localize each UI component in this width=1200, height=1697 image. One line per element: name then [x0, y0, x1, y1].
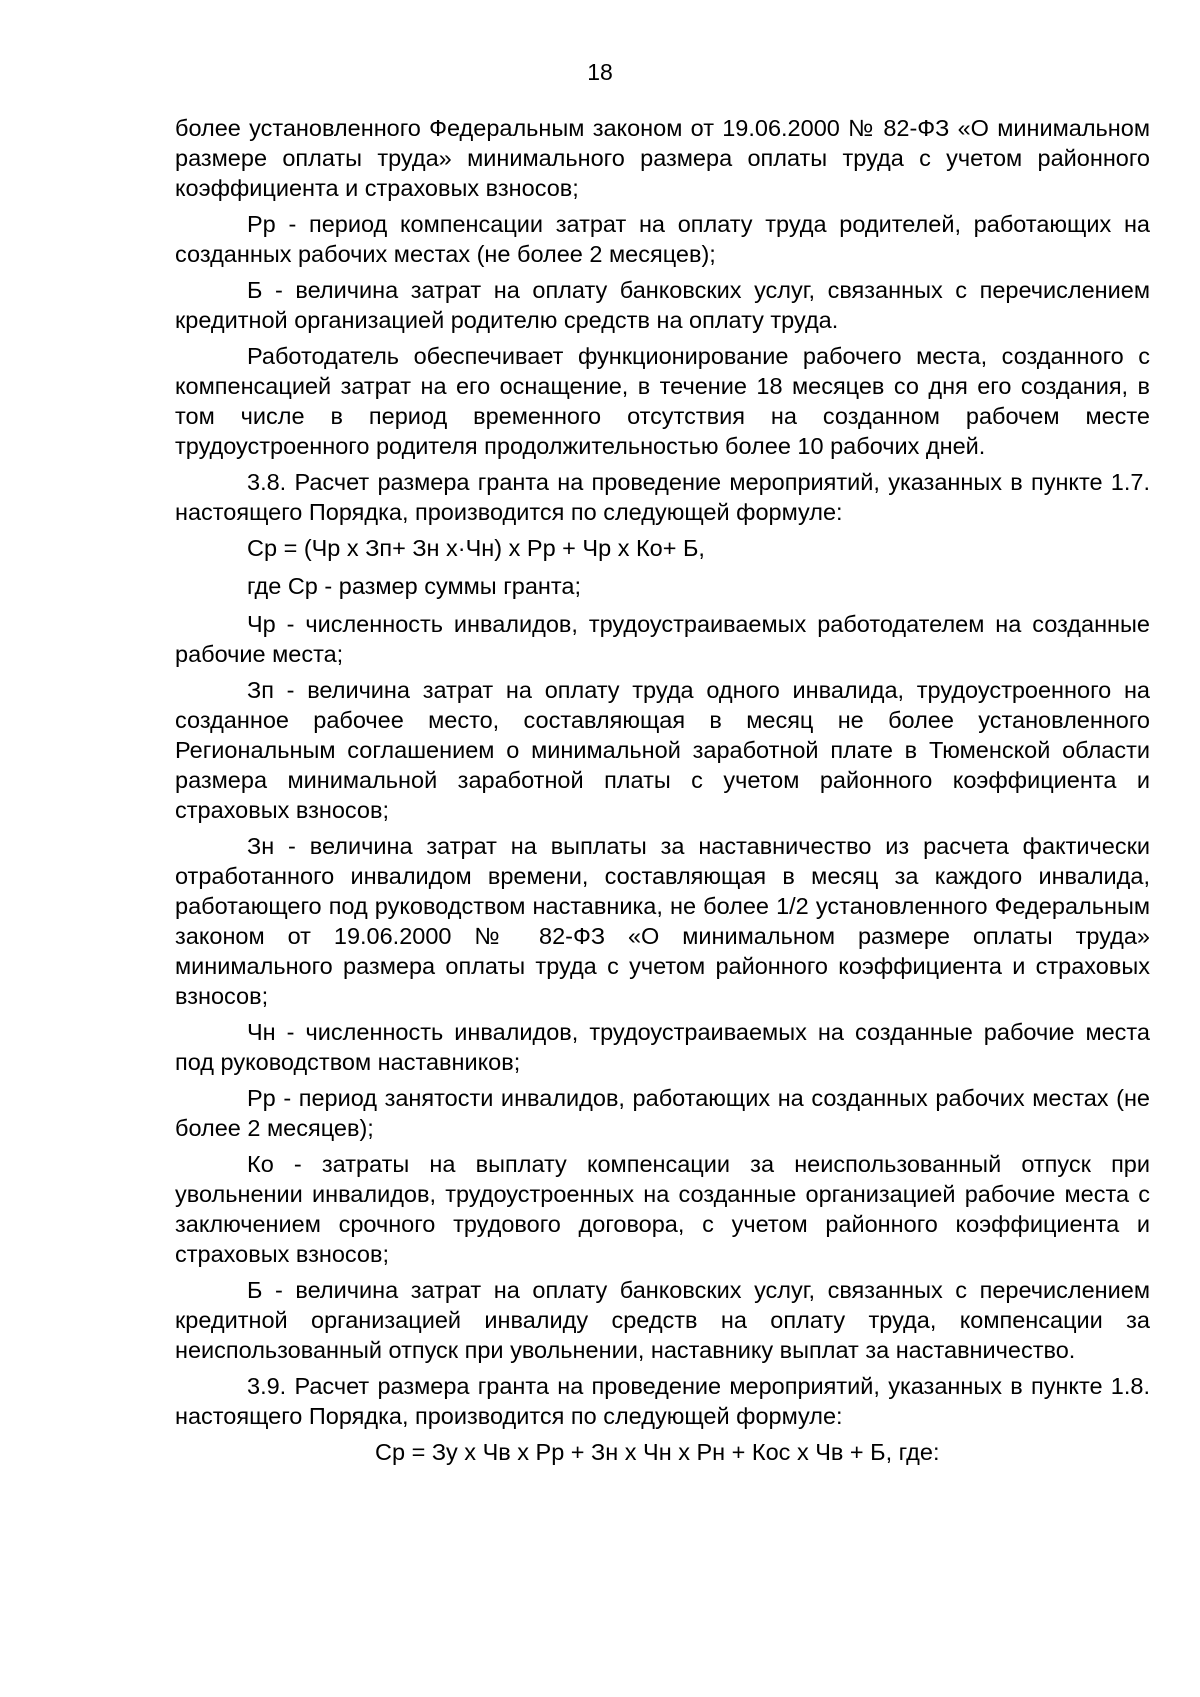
paragraph-zp: Зп - величина затрат на оплату труда одного инвалида, трудоустроенного на созданное рабочее место, составляющая в месяц не более установленного Региональным соглашением о минимальной заработной плате в Тюменской области размера минимальной заработной платы с учетом районного коэффициента и страховых взносов;: [175, 677, 1150, 823]
paragraph-rr-parents: Рр - период компенсации затрат на оплату труда родителей, работающих на созданных рабочих местах (не более 2 месяцев);: [175, 211, 1150, 267]
paragraph-zn: Зн - величина затрат на выплаты за наставничество из расчета фактически отработанного инвалидом времени, составляющая в месяц за каждого инвалида, работающего под руководством наставника, не более 1/2 установленного Федеральным законом от 19.06.2000 № 82-ФЗ «О минимальном размере оплаты труда» минимального размера оплаты труда с учетом районного коэффициента и страховых взносов;: [175, 833, 1150, 1009]
paragraph-3-8: 3.8. Расчет размера гранта на проведение мероприятий, указанных в пункте 1.7. настоящего Порядка, производится по следующей формуле:: [175, 469, 1150, 525]
paragraph-b-parents: Б - величина затрат на оплату банковских услуг, связанных с перечислением кредитной организацией родителю средств на оплату труда.: [175, 277, 1150, 333]
paragraph-where-cr: где Ср - размер суммы гранта;: [247, 573, 581, 599]
paragraph-chn: Чн - численность инвалидов, трудоустраиваемых на созданные рабочие места под руководством наставников;: [175, 1019, 1150, 1075]
paragraph-b-disabled: Б - величина затрат на оплату банковских услуг, связанных с перечислением кредитной организацией инвалиду средств на оплату труда, компенсации за неиспользованный отпуск при увольнении, наставнику выплат за наставничество.: [175, 1277, 1150, 1363]
paragraph-rr-disabled: Рр - период занятости инвалидов, работающих на созданных рабочих местах (не более 2 месяцев);: [175, 1085, 1150, 1141]
paragraph-3-9: 3.9. Расчет размера гранта на проведение мероприятий, указанных в пункте 1.8. настоящего Порядка, производится по следующей формуле:: [175, 1373, 1150, 1429]
formula-3-9: Ср = Зу х Чв х Рр + Зн х Чн х Рн + Кос х Чв + Б, где:: [375, 1439, 940, 1465]
formula-3-8: Ср = (Чр х Зп+ Зн х·Чн) х Рр + Чр х Ко+ Б,: [247, 535, 705, 561]
paragraph-continuation: более установленного Федеральным законом от 19.06.2000 № 82-ФЗ «О минимальном размере оплаты труда» минимального размера оплаты труда с учетом районного коэффициента и страховых взносов;: [175, 115, 1150, 201]
paragraph-chr: Чр - численность инвалидов, трудоустраиваемых работодателем на созданные рабочие места;: [175, 611, 1150, 667]
paragraph-ko: Ко - затраты на выплату компенсации за неиспользованный отпуск при увольнении инвалидов, трудоустроенных на созданные организацией рабочие места с заключением срочного трудового договора, с учетом районного коэффициента и страховых взносов;: [175, 1151, 1150, 1267]
paragraph-employer: Работодатель обеспечивает функционирование рабочего места, созданного с компенсацией затрат на его оснащение, в течение 18 месяцев со дня его создания, в том числе в период временного отсутствия на созданном рабочем месте трудоустроенного родителя продолжительностью более 10 рабочих дней.: [175, 343, 1150, 459]
page-number: 18: [587, 59, 613, 85]
document-body: [175, 113, 1150, 1473]
